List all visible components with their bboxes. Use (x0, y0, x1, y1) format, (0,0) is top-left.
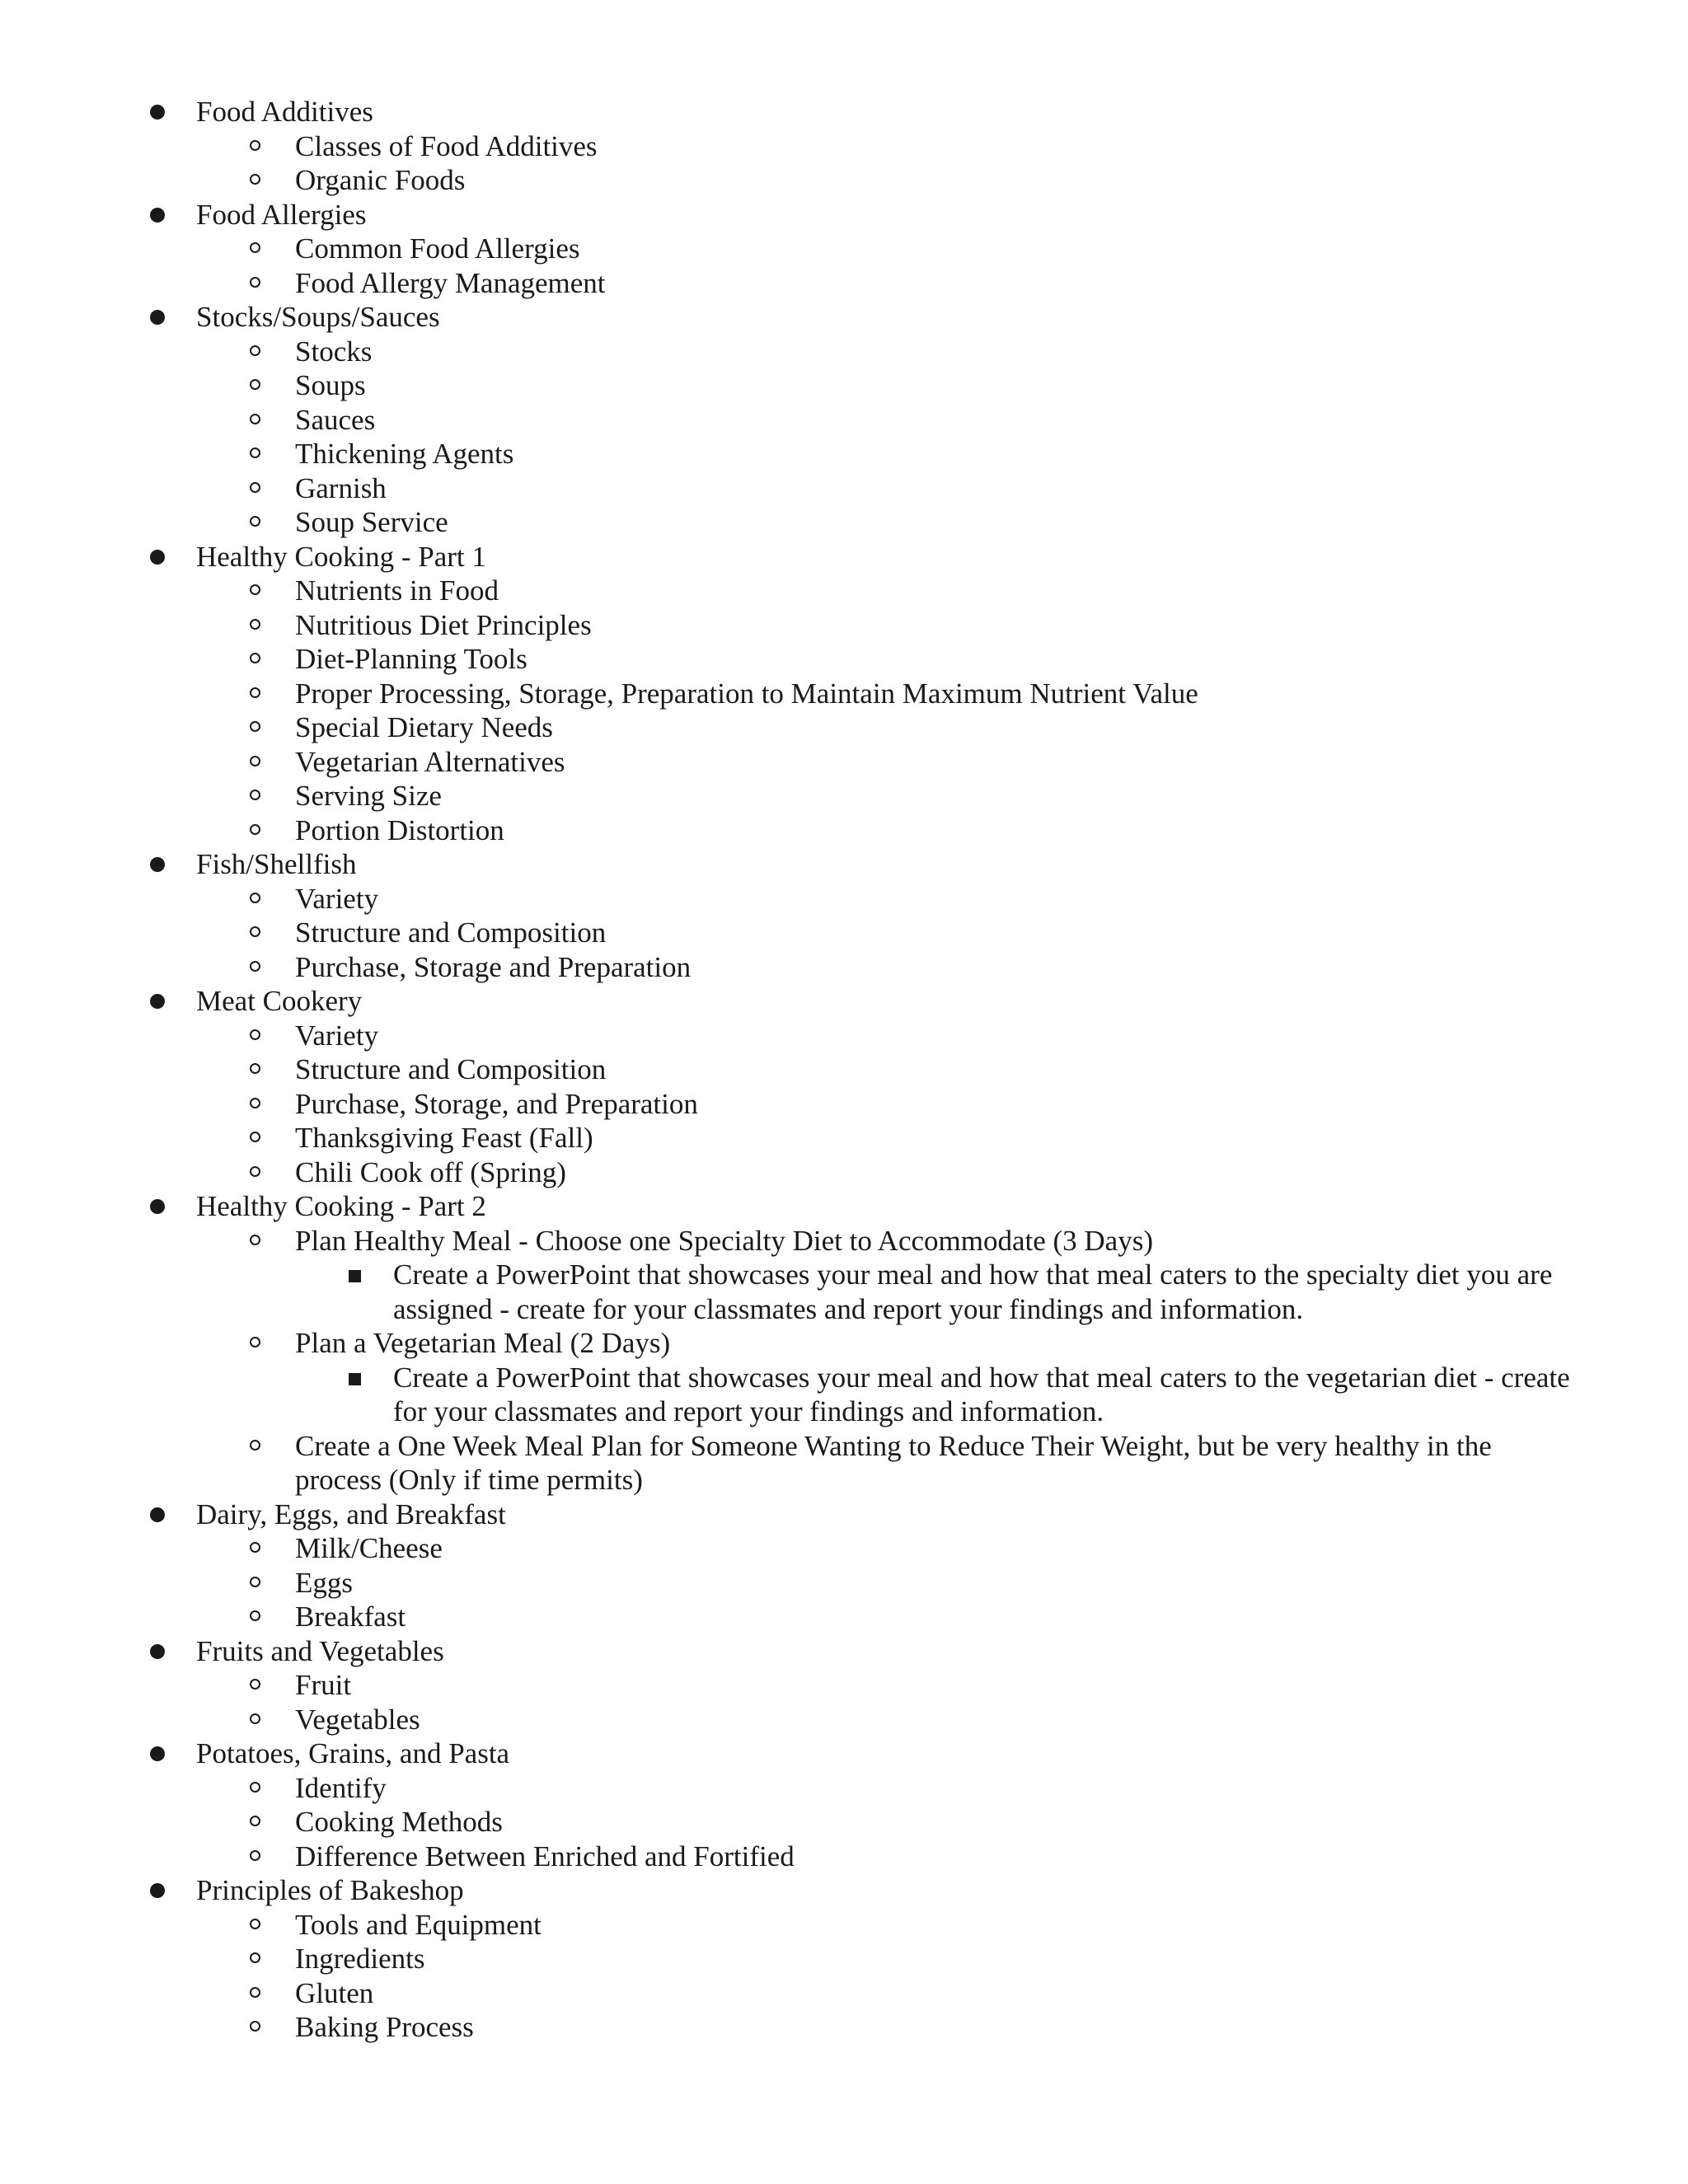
subtopic-text: Portion Distortion (295, 813, 504, 846)
subtopic-item (0, 335, 1688, 369)
subtopic-item (0, 1771, 1688, 1806)
subtopic-item (0, 642, 1688, 677)
subtopic-text: Purchase, Storage, and Preparation (295, 1087, 698, 1120)
subtopic-item (0, 1019, 1688, 1053)
hollow-circle-bullet-icon (250, 824, 260, 835)
subtopic-text: Create a One Week Meal Plan for Someone Wanting to Reduce Their Weight, but be very healthy in the process (Only if time permits) (295, 1429, 1492, 1496)
hollow-circle-bullet-icon (250, 926, 260, 937)
topic-item (0, 1497, 1688, 1532)
hollow-circle-bullet-icon (250, 1166, 260, 1177)
subtopic-item (0, 710, 1688, 745)
subtopic-text: Thanksgiving Feast (Fall) (295, 1122, 593, 1154)
hollow-circle-bullet-icon (250, 174, 260, 185)
hollow-circle-bullet-icon (250, 1235, 260, 1245)
square-bullet-icon (349, 1270, 361, 1282)
detail-item (0, 1258, 1688, 1326)
subtopic-item (0, 574, 1688, 608)
subtopic-text: Tools and Equipment (295, 1908, 542, 1941)
subtopic-item (0, 1840, 1688, 1874)
hollow-circle-bullet-icon (250, 1952, 260, 1963)
document-body (0, 95, 1688, 2045)
topic-title: Food Additives (196, 96, 373, 128)
hollow-circle-bullet-icon (250, 961, 260, 972)
subtopic-text: Stocks (295, 335, 373, 368)
subtopic-item (0, 1224, 1688, 1258)
topic-title: Principles of Bakeshop (196, 1874, 464, 1906)
subtopic-item (0, 1566, 1688, 1601)
subtopic-item (0, 1087, 1688, 1122)
subtopic-item (0, 1155, 1688, 1190)
subtopic-item (0, 779, 1688, 813)
subtopic-text: Thickening Agents (295, 438, 514, 470)
subtopic-text: Structure and Composition (295, 1053, 607, 1085)
hollow-circle-bullet-icon (250, 653, 260, 663)
subtopic-item (0, 437, 1688, 471)
subtopic-text: Proper Processing, Storage, Preparation to Maintain Maximum Nutrient Value (295, 677, 1198, 710)
subtopic-text: Baking Process (295, 2011, 474, 2043)
topic-item (0, 198, 1688, 232)
subtopic-item (0, 1531, 1688, 1566)
subtopic-text: Structure and Composition (295, 916, 607, 949)
subtopic-text: Vegetarian Alternatives (295, 745, 565, 778)
hollow-circle-bullet-icon (250, 790, 260, 800)
subtopic-item (0, 368, 1688, 403)
subtopic-text: Variety (295, 882, 379, 915)
topic-item (0, 95, 1688, 129)
square-bullet-icon (349, 1373, 361, 1385)
topic-title: Healthy Cooking - Part 1 (196, 540, 486, 573)
subtopic-item (0, 1121, 1688, 1155)
subtopic-text: Classes of Food Additives (295, 129, 598, 162)
subtopic-text: Special Dietary Needs (295, 711, 553, 743)
subtopic-item (0, 505, 1688, 540)
subtopic-text: Nutrients in Food (295, 574, 499, 607)
subtopic-item (0, 1429, 1688, 1497)
topic-title: Stocks/Soups/Sauces (196, 301, 440, 333)
topic-item (0, 1634, 1688, 1669)
subtopic-item (0, 608, 1688, 643)
subtopic-item (0, 266, 1688, 301)
subtopic-text: Plan a Vegetarian Meal (2 Days) (295, 1327, 671, 1359)
hollow-circle-bullet-icon (250, 893, 260, 903)
topic-item (0, 1873, 1688, 1908)
topic-outline (0, 95, 1688, 2045)
filled-bullet-icon (150, 1746, 165, 1761)
topic-item (0, 300, 1688, 335)
subtopic-item (0, 403, 1688, 438)
hollow-circle-bullet-icon (250, 1850, 260, 1861)
subtopic-item (0, 677, 1688, 711)
detail-text: Create a PowerPoint that showcases your meal and how that meal caters to the specialty diet you are assigned - create for your classmates and report your findings and information. (393, 1258, 1553, 1325)
detail-item (0, 1361, 1688, 1429)
hollow-circle-bullet-icon (250, 1713, 260, 1724)
subtopic-item (0, 1668, 1688, 1703)
hollow-circle-bullet-icon (250, 1782, 260, 1793)
hollow-circle-bullet-icon (250, 1098, 260, 1108)
hollow-circle-bullet-icon (250, 1542, 260, 1553)
subtopic-text: Food Allergy Management (295, 266, 606, 299)
subtopic-text: Vegetables (295, 1703, 420, 1736)
subtopic-text: Common Food Allergies (295, 232, 580, 265)
detail-text: Create a PowerPoint that showcases your meal and how that meal caters to the vegetarian diet - create for your classmates and report your findings and information. (393, 1361, 1570, 1427)
hollow-circle-bullet-icon (250, 1987, 260, 1998)
subtopic-text: Chili Cook off (Spring) (295, 1155, 566, 1188)
filled-bullet-icon (150, 994, 165, 1009)
hollow-circle-bullet-icon (250, 448, 260, 458)
hollow-circle-bullet-icon (250, 1919, 260, 1929)
subtopic-item (0, 813, 1688, 848)
hollow-circle-bullet-icon (250, 1063, 260, 1074)
hollow-circle-bullet-icon (250, 1577, 260, 1587)
subtopic-item (0, 950, 1688, 985)
subtopic-item (0, 1976, 1688, 2011)
filled-bullet-icon (150, 208, 165, 223)
subtopic-item (0, 1326, 1688, 1361)
filled-bullet-icon (150, 1644, 165, 1659)
filled-bullet-icon (150, 105, 165, 120)
hollow-circle-bullet-icon (250, 140, 260, 151)
subtopic-text: Difference Between Enriched and Fortified (295, 1840, 795, 1872)
topic-title: Food Allergies (196, 198, 367, 231)
topic-item (0, 1189, 1688, 1224)
topic-item (0, 984, 1688, 1019)
subtopic-text: Nutritious Diet Principles (295, 608, 592, 641)
subtopic-text: Variety (295, 1019, 379, 1052)
hollow-circle-bullet-icon (250, 584, 260, 595)
subtopic-text: Ingredients (295, 1943, 425, 1975)
subtopic-text: Identify (295, 1771, 387, 1804)
subtopic-text: Soups (295, 369, 366, 401)
hollow-circle-bullet-icon (250, 379, 260, 390)
subtopic-text: Garnish (295, 471, 387, 504)
subtopic-text: Serving Size (295, 780, 442, 812)
topic-item (0, 1736, 1688, 1771)
subtopic-item (0, 1703, 1688, 1737)
subtopic-item (0, 163, 1688, 198)
subtopic-text: Breakfast (295, 1601, 406, 1633)
hollow-circle-bullet-icon (250, 619, 260, 630)
topic-item (0, 847, 1688, 882)
subtopic-item (0, 745, 1688, 780)
filled-bullet-icon (150, 1507, 165, 1522)
hollow-circle-bullet-icon (250, 414, 260, 424)
subtopic-text: Purchase, Storage and Preparation (295, 950, 692, 983)
topic-title: Fruits and Vegetables (196, 1634, 444, 1667)
subtopic-item (0, 2010, 1688, 2045)
topic-title: Healthy Cooking - Part 2 (196, 1190, 486, 1222)
subtopic-text: Eggs (295, 1566, 353, 1599)
topic-title: Potatoes, Grains, and Pasta (196, 1737, 510, 1769)
subtopic-item (0, 1942, 1688, 1976)
subtopic-item (0, 1600, 1688, 1634)
hollow-circle-bullet-icon (250, 1610, 260, 1621)
subtopic-text: Milk/Cheese (295, 1532, 443, 1564)
hollow-circle-bullet-icon (250, 1679, 260, 1690)
hollow-circle-bullet-icon (250, 1816, 260, 1826)
subtopic-item (0, 882, 1688, 916)
hollow-circle-bullet-icon (250, 516, 260, 527)
hollow-circle-bullet-icon (250, 1337, 260, 1347)
subtopic-text: Diet-Planning Tools (295, 643, 528, 675)
subtopic-item (0, 1052, 1688, 1087)
subtopic-text: Organic Foods (295, 164, 466, 196)
subtopic-text: Gluten (295, 1976, 374, 2009)
subtopic-item (0, 129, 1688, 164)
hollow-circle-bullet-icon (250, 345, 260, 356)
hollow-circle-bullet-icon (250, 2021, 260, 2032)
topic-title: Meat Cookery (196, 985, 363, 1017)
hollow-circle-bullet-icon (250, 721, 260, 732)
topic-title: Dairy, Eggs, and Breakfast (196, 1497, 506, 1530)
subtopic-text: Sauces (295, 403, 376, 436)
hollow-circle-bullet-icon (250, 482, 260, 493)
topic-title: Fish/Shellfish (196, 848, 357, 880)
hollow-circle-bullet-icon (250, 1440, 260, 1451)
subtopic-item (0, 1805, 1688, 1840)
subtopic-item (0, 471, 1688, 506)
filled-bullet-icon (150, 310, 165, 325)
subtopic-text: Cooking Methods (295, 1806, 503, 1838)
subtopic-text: Plan Healthy Meal - Choose one Specialty Diet to Accommodate (3 Days) (295, 1224, 1153, 1257)
hollow-circle-bullet-icon (250, 277, 260, 288)
subtopic-text: Soup Service (295, 506, 448, 538)
subtopic-item (0, 1908, 1688, 1943)
hollow-circle-bullet-icon (250, 1132, 260, 1142)
subtopic-item (0, 232, 1688, 266)
filled-bullet-icon (150, 550, 165, 565)
hollow-circle-bullet-icon (250, 756, 260, 766)
topic-item (0, 540, 1688, 574)
hollow-circle-bullet-icon (250, 242, 260, 253)
hollow-circle-bullet-icon (250, 1029, 260, 1040)
subtopic-text: Fruit (295, 1669, 352, 1701)
hollow-circle-bullet-icon (250, 687, 260, 698)
filled-bullet-icon (150, 1199, 165, 1214)
filled-bullet-icon (150, 857, 165, 872)
filled-bullet-icon (150, 1883, 165, 1898)
subtopic-item (0, 916, 1688, 950)
